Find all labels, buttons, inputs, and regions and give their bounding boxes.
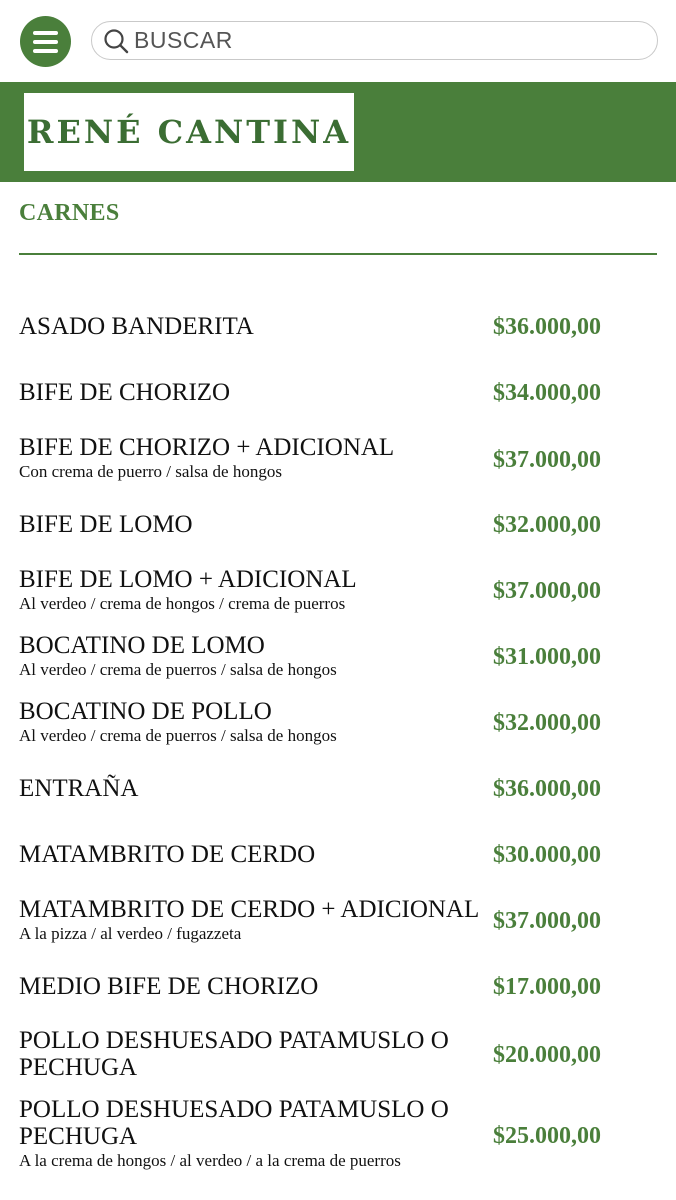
item-name: BIFE DE CHORIZO + ADICIONAL: [19, 434, 395, 461]
item-price: $17.000,00: [493, 974, 601, 1000]
search-icon: [103, 28, 129, 54]
item-description: A la pizza / al verdeo / fugazzeta: [19, 924, 242, 943]
item-name: MEDIO BIFE DE CHORIZO: [19, 973, 319, 1000]
item-name: POLLO DESHUESADO PATAMUSLO O: [19, 1027, 449, 1054]
top-bar: [0, 0, 676, 82]
item-description: Al verdeo / crema de puerros / salsa de hongos: [19, 726, 337, 745]
item-name-line2: PECHUGA: [19, 1054, 138, 1081]
menu-button[interactable]: [20, 16, 71, 67]
item-name: MATAMBRITO DE CERDO + ADICIONAL: [19, 896, 480, 923]
item-name: BOCATINO DE POLLO: [19, 698, 272, 725]
section-divider: [19, 253, 657, 255]
item-price: $32.000,00: [493, 710, 601, 736]
item-name: BIFE DE CHORIZO: [19, 379, 231, 406]
item-description: Con crema de puerro / salsa de hongos: [19, 462, 282, 481]
item-price: $20.000,00: [493, 1042, 601, 1068]
brand-logo[interactable]: [24, 93, 354, 171]
item-name: ASADO BANDERITA: [19, 313, 254, 340]
item-name-line2: PECHUGA: [19, 1123, 138, 1150]
item-price: $25.000,00: [493, 1123, 601, 1149]
item-price: $37.000,00: [493, 447, 601, 473]
item-name: MATAMBRITO DE CERDO: [19, 841, 316, 868]
search-bar: [91, 21, 658, 60]
hamburger-icon: [33, 40, 58, 44]
item-price: $34.000,00: [493, 380, 601, 406]
header-banner: [0, 82, 676, 182]
item-price: $32.000,00: [493, 512, 601, 538]
logo-text: RENÉ CANTINA: [26, 113, 352, 151]
item-price: $36.000,00: [493, 314, 601, 340]
item-description: Al verdeo / crema de hongos / crema de puerros: [19, 594, 346, 613]
section-title: CARNES: [19, 200, 120, 226]
item-description: A la crema de hongos / al verdeo / a la crema de puerros: [19, 1151, 401, 1170]
hamburger-icon: [33, 49, 58, 53]
item-price: $37.000,00: [493, 578, 601, 604]
item-name: ENTRAÑA: [19, 775, 139, 802]
item-price: $37.000,00: [493, 908, 601, 934]
item-description: Al verdeo / crema de puerros / salsa de hongos: [19, 660, 337, 679]
item-name: BIFE DE LOMO + ADICIONAL: [19, 566, 357, 593]
search-input[interactable]: [134, 26, 634, 54]
item-name: POLLO DESHUESADO PATAMUSLO O: [19, 1096, 449, 1123]
hamburger-icon: [33, 31, 58, 35]
item-name: BIFE DE LOMO: [19, 511, 193, 538]
item-price: $36.000,00: [493, 776, 601, 802]
item-price: $30.000,00: [493, 842, 601, 868]
item-name: BOCATINO DE LOMO: [19, 632, 265, 659]
item-price: $31.000,00: [493, 644, 601, 670]
